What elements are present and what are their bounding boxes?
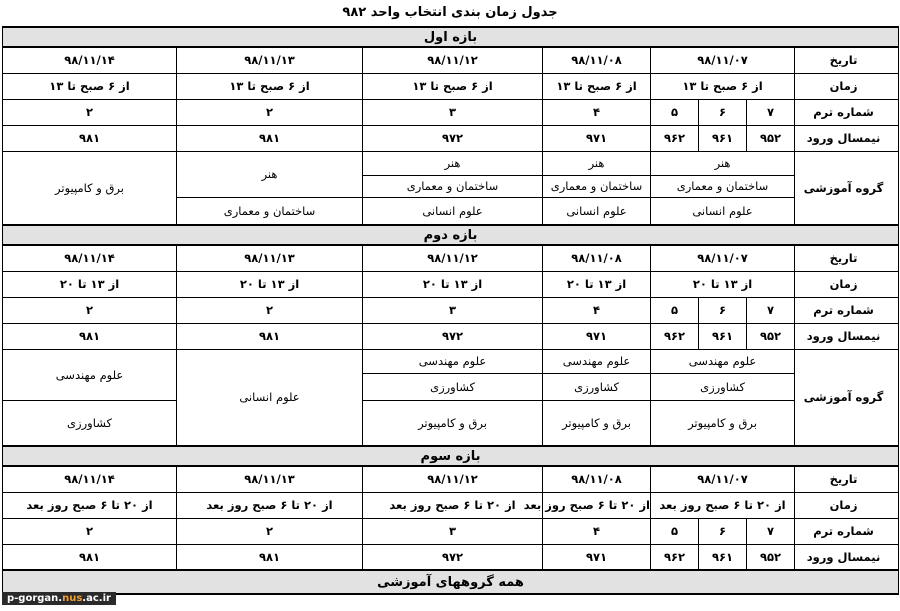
period-header: بازه اول — [3, 27, 899, 47]
time-cell: از ۱۳ تا ۲۰ — [543, 271, 651, 297]
group-cell: علوم انسانی — [651, 197, 795, 225]
term-cell: ۲ — [3, 297, 177, 323]
group-cell: برق و کامپیوتر — [651, 400, 795, 446]
time-row — [3, 73, 899, 99]
date-cell: ۹۸/۱۱/۰۸ — [543, 466, 651, 492]
group-cell: هنر — [363, 151, 543, 175]
entry-cell: ۹۵۲ — [747, 323, 795, 349]
date-cell: ۹۸/۱۱/۱۴ — [3, 245, 177, 271]
entry-cell: ۹۶۲ — [651, 323, 699, 349]
entry-cell: ۹۸۱ — [3, 125, 177, 151]
group-cell: علوم انسانی — [363, 197, 543, 225]
date-cell: ۹۸/۱۱/۱۳ — [177, 47, 363, 73]
entry-cell: ۹۶۲ — [651, 544, 699, 570]
date-cell: ۹۸/۱۱/۱۲ — [363, 47, 543, 73]
group-cell: ساختمان و معماری — [363, 175, 543, 197]
row-label-term: شماره ترم — [795, 518, 899, 544]
time-cell: از ۲۰ تا ۶ صبح روز بعد — [543, 492, 651, 518]
entry-row — [3, 544, 899, 570]
group-cell: کشاورزی — [651, 373, 795, 400]
group-cell: هنر — [177, 151, 363, 197]
term-cell: ۵ — [651, 297, 699, 323]
group-cell: کشاورزی — [3, 400, 177, 446]
group-row — [3, 151, 899, 175]
time-cell: از ۱۳ تا ۲۰ — [177, 271, 363, 297]
entry-cell: ۹۷۱ — [543, 323, 651, 349]
time-row — [3, 271, 899, 297]
row-label-term: شماره ترم — [795, 297, 899, 323]
period-header: بازه دوم — [3, 225, 899, 245]
date-cell: ۹۸/۱۱/۱۳ — [177, 245, 363, 271]
time-cell: از ۲۰ تا ۶ صبح روز بعد — [3, 492, 177, 518]
date-cell: ۹۸/۱۱/۰۷ — [651, 466, 795, 492]
term-cell: ۷ — [747, 518, 795, 544]
entry-cell: ۹۷۱ — [543, 544, 651, 570]
entry-cell: ۹۶۱ — [699, 544, 747, 570]
row-label-date: تاریخ — [795, 47, 899, 73]
site-watermark[interactable] — [2, 592, 116, 605]
term-row — [3, 99, 899, 125]
term-row — [3, 518, 899, 544]
all-groups-row: همه گروههای آموزشی — [3, 570, 899, 594]
entry-cell: ۹۷۲ — [363, 544, 543, 570]
group-cell: برق و کامپیوتر — [3, 151, 177, 225]
row-label-entry: نیمسال ورود — [795, 544, 899, 570]
time-cell: از ۶ صبح تا ۱۳ — [651, 73, 795, 99]
entry-cell: ۹۷۲ — [363, 323, 543, 349]
term-cell: ۶ — [699, 297, 747, 323]
time-cell: از ۶ صبح تا ۱۳ — [3, 73, 177, 99]
watermark-prefix: p-gorgan. — [7, 593, 63, 604]
entry-row — [3, 323, 899, 349]
date-cell: ۹۸/۱۱/۱۴ — [3, 466, 177, 492]
group-cell: علوم مهندسی — [543, 349, 651, 373]
group-cell: علوم انسانی — [543, 197, 651, 225]
watermark-highlight: nus — [62, 593, 83, 604]
row-label-term: شماره ترم — [795, 99, 899, 125]
term-row — [3, 297, 899, 323]
group-cell: کشاورزی — [363, 373, 543, 400]
term-cell: ۷ — [747, 297, 795, 323]
group-cell: هنر — [651, 151, 795, 175]
date-cell: ۹۸/۱۱/۱۳ — [177, 466, 363, 492]
date-cell: ۹۸/۱۱/۱۴ — [3, 47, 177, 73]
entry-cell: ۹۶۱ — [699, 125, 747, 151]
time-cell: از ۱۳ تا ۲۰ — [363, 271, 543, 297]
group-cell: کشاورزی — [543, 373, 651, 400]
date-row — [3, 47, 899, 73]
time-cell: از ۶ صبح تا ۱۳ — [543, 73, 651, 99]
row-label-entry: نیمسال ورود — [795, 323, 899, 349]
date-cell: ۹۸/۱۱/۱۲ — [363, 245, 543, 271]
date-row — [3, 245, 899, 271]
entry-cell: ۹۸۱ — [177, 125, 363, 151]
term-cell: ۶ — [699, 99, 747, 125]
date-cell: ۹۸/۱۱/۰۸ — [543, 245, 651, 271]
time-cell: از ۶ صبح تا ۱۳ — [177, 73, 363, 99]
entry-cell: ۹۵۲ — [747, 544, 795, 570]
term-cell: ۴ — [543, 99, 651, 125]
time-cell: از ۶ صبح تا ۱۳ — [363, 73, 543, 99]
time-cell: از ۱۳ تا ۲۰ — [3, 271, 177, 297]
group-cell: ساختمان و معماری — [177, 197, 363, 225]
row-label-time: زمان — [795, 271, 899, 297]
group-cell: علوم مهندسی — [651, 349, 795, 373]
date-row — [3, 466, 899, 492]
term-cell: ۲ — [3, 518, 177, 544]
entry-cell: ۹۸۱ — [177, 323, 363, 349]
time-cell: از ۱۳ تا ۲۰ — [651, 271, 795, 297]
term-cell: ۵ — [651, 99, 699, 125]
row-label-date: تاریخ — [795, 466, 899, 492]
row-label-time: زمان — [795, 73, 899, 99]
term-cell: ۳ — [363, 518, 543, 544]
term-cell: ۳ — [363, 297, 543, 323]
entry-row — [3, 125, 899, 151]
date-cell: ۹۸/۱۱/۰۸ — [543, 47, 651, 73]
group-cell: برق و کامپیوتر — [363, 400, 543, 446]
date-cell: ۹۸/۱۱/۰۷ — [651, 47, 795, 73]
row-label-group: گروه آموزشی — [795, 349, 899, 446]
group-cell: ساختمان و معماری — [651, 175, 795, 197]
entry-cell: ۹۸۱ — [3, 544, 177, 570]
term-cell: ۲ — [177, 297, 363, 323]
entry-cell: ۹۶۲ — [651, 125, 699, 151]
term-cell: ۴ — [543, 297, 651, 323]
schedule-table — [2, 26, 899, 595]
group-cell: علوم مهندسی — [363, 349, 543, 373]
row-label-date: تاریخ — [795, 245, 899, 271]
group-cell: برق و کامپیوتر — [543, 400, 651, 446]
term-cell: ۴ — [543, 518, 651, 544]
date-cell: ۹۸/۱۱/۱۲ — [363, 466, 543, 492]
row-label-group: گروه آموزشی — [795, 151, 899, 225]
group-cell: ساختمان و معماری — [543, 175, 651, 197]
row-label-time: زمان — [795, 492, 899, 518]
group-cell: هنر — [543, 151, 651, 175]
entry-cell: ۹۶۱ — [699, 323, 747, 349]
entry-cell: ۹۷۲ — [363, 125, 543, 151]
group-cell: علوم انسانی — [177, 349, 363, 446]
watermark-suffix: .ac.ir — [82, 593, 111, 604]
date-cell: ۹۸/۱۱/۰۷ — [651, 245, 795, 271]
time-cell: از ۲۰ تا ۶ صبح روز بعد — [651, 492, 795, 518]
entry-cell: ۹۷۱ — [543, 125, 651, 151]
group-row — [3, 349, 899, 373]
term-cell: ۲ — [177, 99, 363, 125]
term-cell: ۲ — [177, 518, 363, 544]
time-row — [3, 492, 899, 518]
group-cell: علوم مهندسی — [3, 349, 177, 400]
entry-cell: ۹۵۲ — [747, 125, 795, 151]
time-cell: از ۲۰ تا ۶ صبح روز بعد — [363, 492, 543, 518]
entry-cell: ۹۸۱ — [3, 323, 177, 349]
term-cell: ۷ — [747, 99, 795, 125]
period-header: بازه سوم — [3, 446, 899, 466]
term-cell: ۵ — [651, 518, 699, 544]
page-title: جدول زمان بندی انتخاب واحد ۹۸۲ — [342, 5, 558, 20]
row-label-entry: نیمسال ورود — [795, 125, 899, 151]
entry-cell: ۹۸۱ — [177, 544, 363, 570]
term-cell: ۲ — [3, 99, 177, 125]
term-cell: ۶ — [699, 518, 747, 544]
time-cell: از ۲۰ تا ۶ صبح روز بعد — [177, 492, 363, 518]
term-cell: ۳ — [363, 99, 543, 125]
